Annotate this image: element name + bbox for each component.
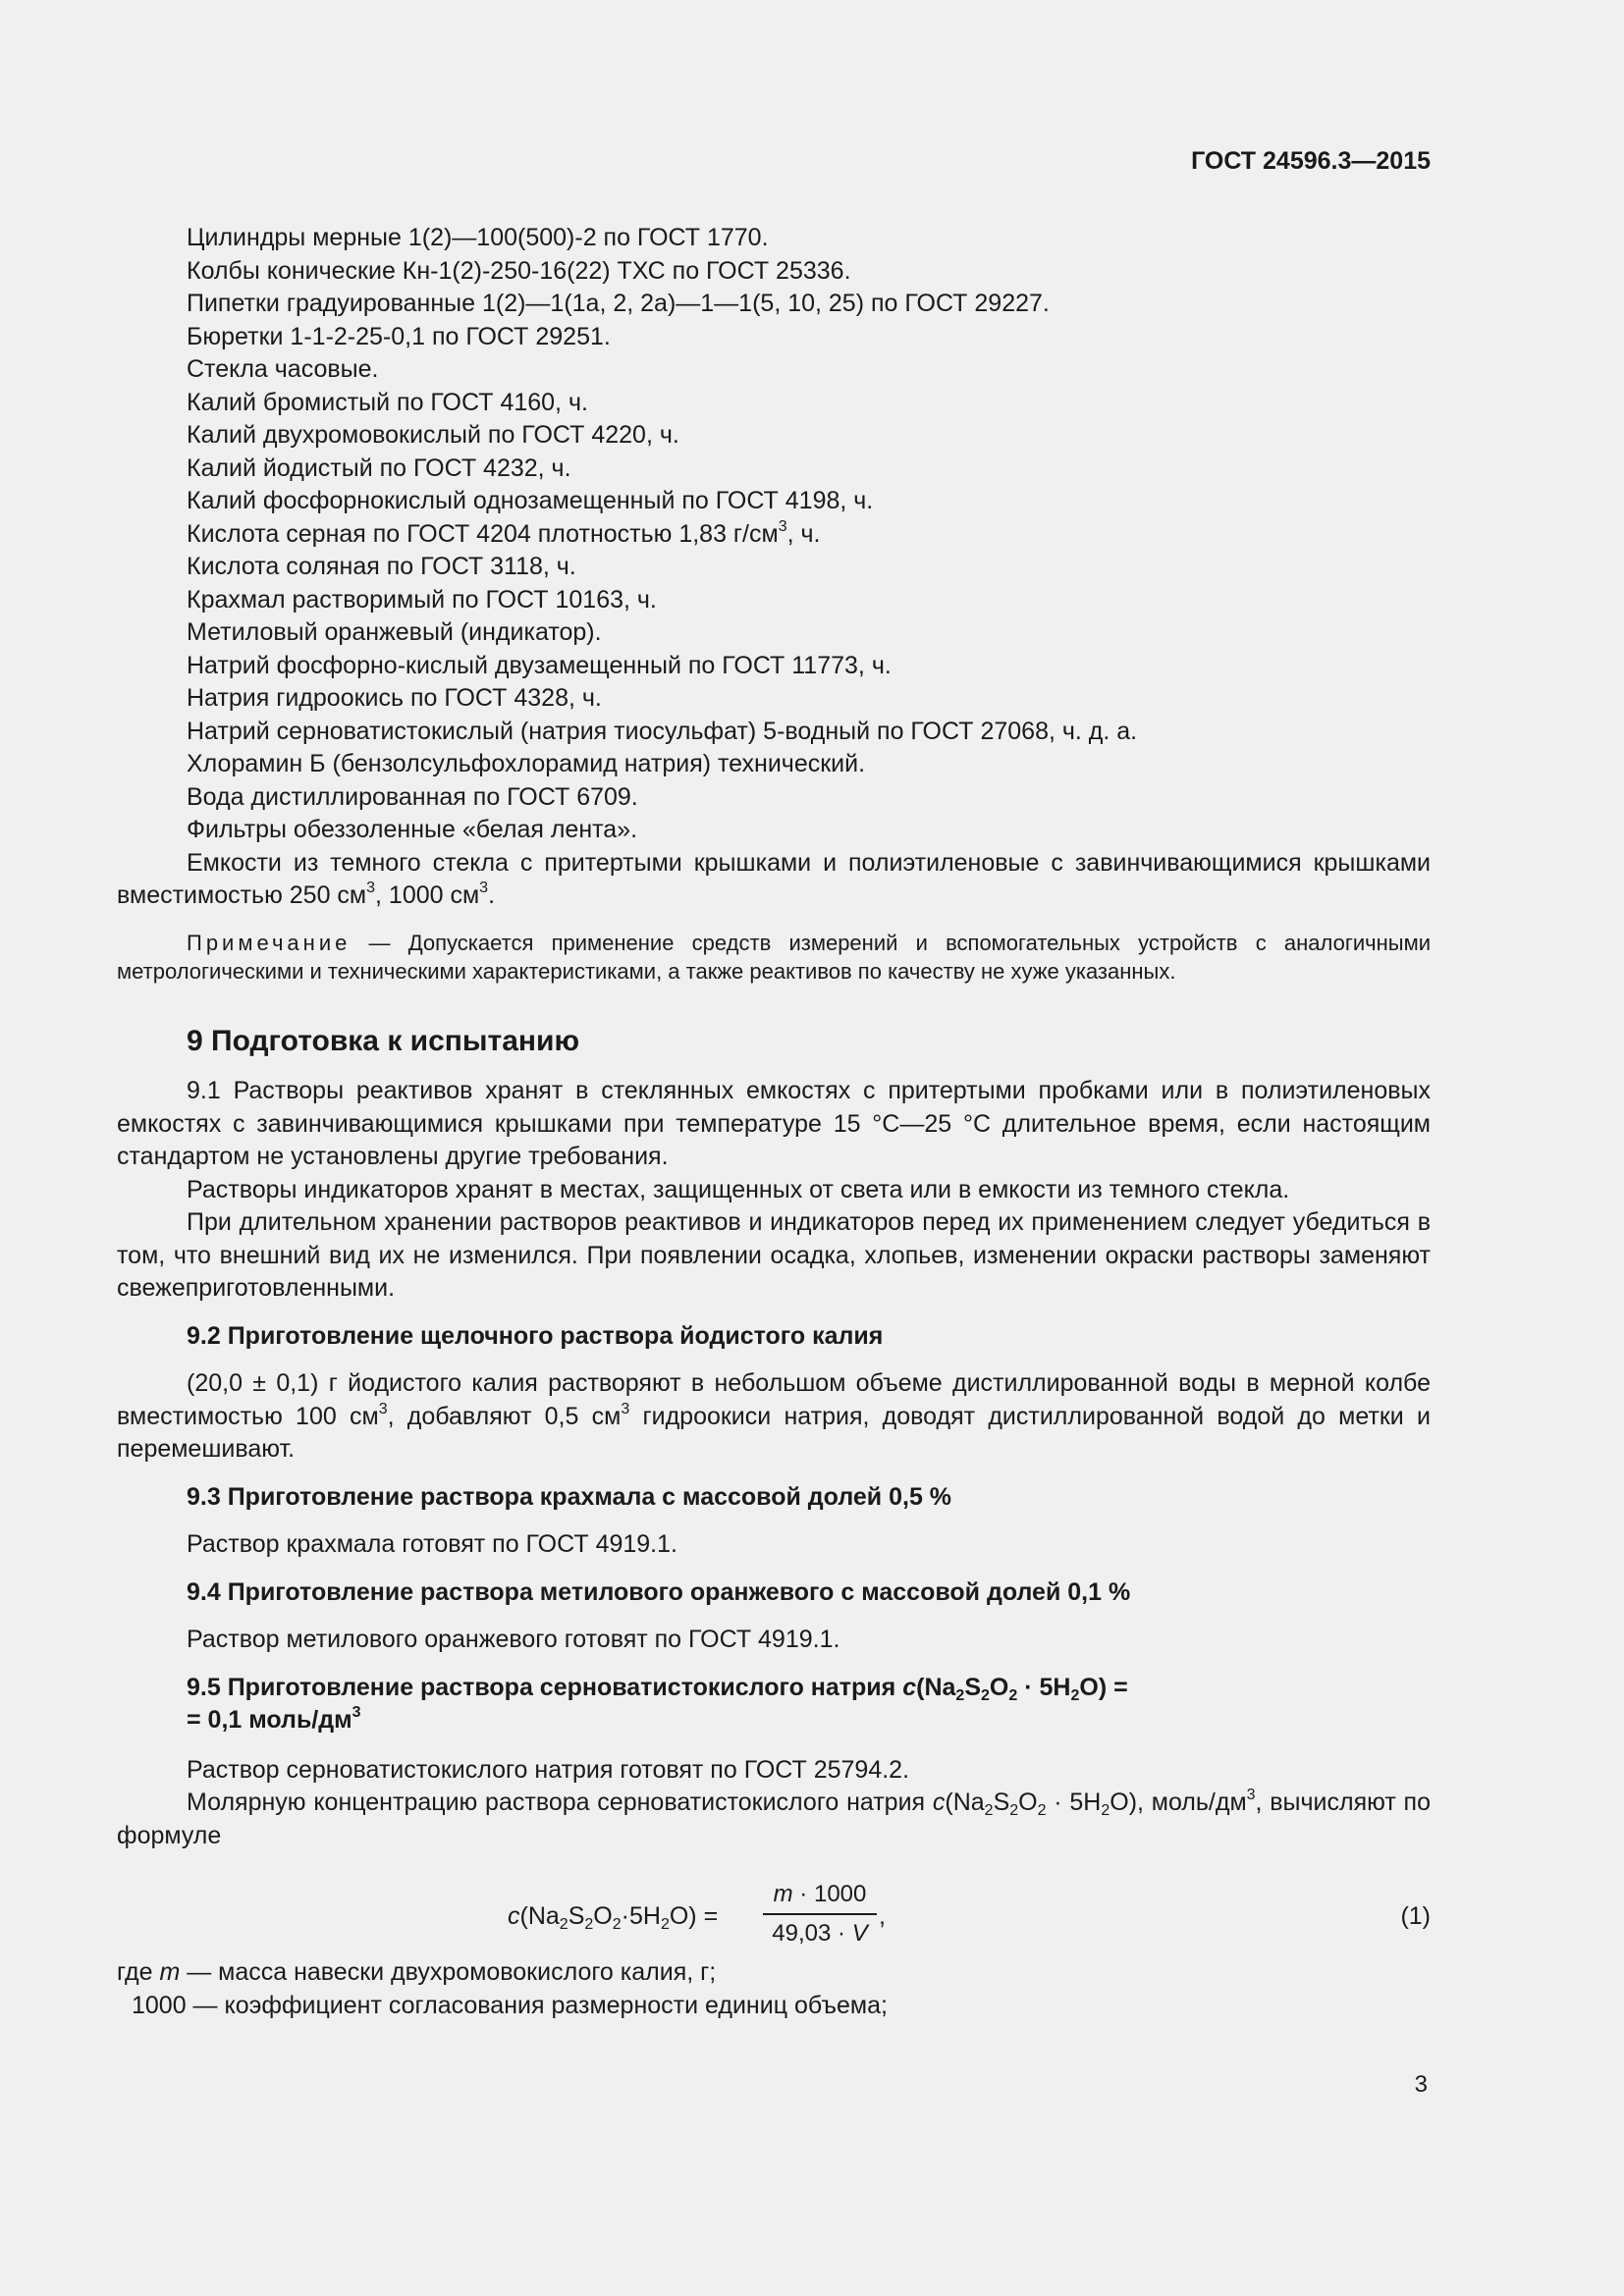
list-item-containers: Емкости из темного стекла с притертыми крышками и полиэтиленовые с завинчивающимися крышками вместимостью 250 $см^3$, 1000 $см^3$. — [117, 848, 1431, 909]
note-label: Примечание — [187, 930, 352, 955]
list-item: Натрий фосфорно-кислый двузамещенный по ГОСТ 11773, ч. — [187, 651, 892, 679]
list-item: Натрия гидроокись по ГОСТ 4328, ч. — [187, 684, 602, 712]
list-item: Пипетки градуированные 1(2)—1(1а, 2, 2а)—1—1(5, 10, 25) по ГОСТ 29227. — [187, 290, 1050, 317]
paragraph-9-3: Раствор крахмала готовят по ГОСТ 4919.1. — [187, 1530, 677, 1558]
formula-numerator: m · 1000 — [763, 1880, 877, 1915]
formula-fraction — [763, 1880, 877, 1949]
where-line-2: 1000 — коэффициент согласования размерности единиц объема; — [132, 1991, 888, 2019]
list-item: Колбы конические Кн-1(2)-250-16(22) ТХС по ГОСТ 25336. — [187, 256, 851, 285]
list-item: Калий бромистый по ГОСТ 4160, ч. — [187, 388, 588, 416]
page-number: 3 — [1414, 2071, 1428, 2098]
list-item: Хлорамин Б (бензолсульфохлорамид натрия) технический. — [187, 750, 866, 777]
standard-header: ГОСТ 24596.3—2015 — [1191, 147, 1431, 175]
heading-9-5: 9.5 Приготовление раствора серноватистокислого натрия $c(Na_2S_2O_2 \cdot 5H_2O)$ = = 0,1 моль/$дм^3$ — [187, 1673, 1128, 1734]
list-item: Калий фосфорнокислый однозамещенный по ГОСТ 4198, ч. — [187, 487, 874, 514]
paragraph-molar: Молярную концентрацию раствора серноватистокислого натрия $c(Na_2S_2O_2 \cdot 5H_2O)$, моль/$дм^3$, вычисляют по формуле — [117, 1787, 1431, 1849]
list-item: Вода дистиллированная по ГОСТ 6709. — [187, 782, 638, 811]
list-item: Стекла часовые. — [187, 355, 379, 383]
list-item-acid: Кислота серная по ГОСТ 4204 плотностью 1,83 $г/см^3$, ч. — [187, 517, 821, 548]
formula-lhs: $c(Na_2S_2O_2\cdot 5H_2O)$ = — [508, 1902, 719, 1933]
paragraph: Растворы индикаторов хранят в местах, защищенных от света или в емкости из темного стекла. — [187, 1175, 1290, 1203]
paragraph: При длительном хранении растворов реактивов и индикаторов перед их применением следует убедиться в том, что внешний вид их не изменился. При появлении осадка, хлопьев, изменении окраски растворы заменяют свежеприготовленными. — [117, 1208, 1431, 1302]
formula-denominator: 49,03 · V — [772, 1920, 868, 1947]
note: Примечание — Допускается применение средств измерений и вспомогательных устройств с аналогичными метрологическими и техническими характеристиками, а также реактивов по качеству не хуже указанных. — [117, 930, 1431, 984]
paragraph-9-5: Раствор серноватистокислого натрия готовят по ГОСТ 25794.2. — [187, 1755, 910, 1784]
list-item: Цилиндры мерные 1(2)—100(500)-2 по ГОСТ 1770. — [187, 224, 769, 251]
where-line: где m — масса навески двухромовокислого калия, г; — [117, 1958, 717, 1986]
list-item: Калий двухромовокислый по ГОСТ 4220, ч. — [187, 421, 679, 449]
list-item: Метиловый оранжевый (индикатор). — [187, 618, 602, 646]
list-item: Калий йодистый по ГОСТ 4232, ч. — [187, 454, 571, 482]
paragraph-9-1: 9.1 Растворы реактивов хранят в стеклянных емкостях с притертыми пробками или в полиэтиленовых емкостях с завинчивающимися крышками при температуре 15 °С—25 °С длительное время, если настоящим стандартом не установлены другие требования. — [117, 1077, 1431, 1170]
paragraph-9-4: Раствор метилового оранжевого готовят по ГОСТ 4919.1. — [187, 1626, 840, 1653]
list-item: Натрий серноватистокислый (натрия тиосульфат) 5-водный по ГОСТ 27068, ч. д. а. — [187, 717, 1138, 745]
list-item: Фильтры обеззоленные «белая лента». — [187, 816, 638, 843]
list-item: Кислота соляная по ГОСТ 3118, ч. — [187, 553, 576, 580]
heading-9-4: 9.4 Приготовление раствора метилового оранжевого с массовой долей 0,1 % — [187, 1577, 1131, 1606]
formula-number: (1) — [1400, 1902, 1431, 1930]
paragraph-9-2: (20,0 ± 0,1) г йодистого калия растворяют в небольшом объеме дистиллированной воды в мерной колбе вместимостью 100 $см^3$, добавляют 0,5 $см^3$ гидроокиси натрия, доводят дистиллированной водой до метки и перемешивают. — [117, 1369, 1431, 1463]
formula-comma: , — [879, 1902, 886, 1930]
formula-1 — [117, 1880, 1431, 1954]
list-item: Крахмал растворимый по ГОСТ 10163, ч. — [187, 585, 657, 614]
document-body — [117, 222, 1431, 2022]
list-item: Бюретки 1-1-2-25-0,1 по ГОСТ 29251. — [187, 322, 611, 350]
heading-9-2: 9.2 Приготовление щелочного раствора йодистого калия — [187, 1321, 884, 1350]
heading-9-3: 9.3 Приготовление раствора крахмала с массовой долей 0,5 % — [187, 1482, 952, 1511]
section-9-title: 9 Подготовка к испытанию — [187, 1024, 580, 1057]
